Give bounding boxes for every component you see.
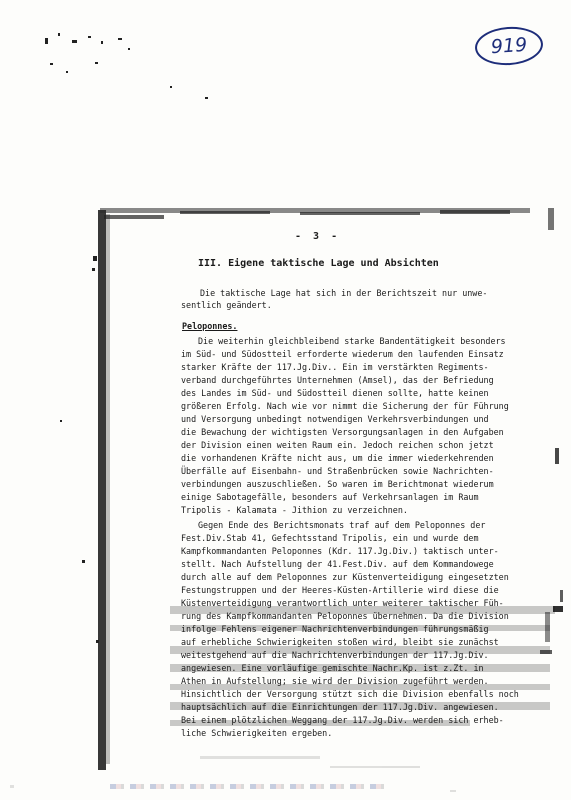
text-line: der Division einen weiten Raum ein. Jedoch reichen schon jetzt [181,440,494,450]
text-line: Gegen Ende des Berichtsmonats traf auf dem Peloponnes der [198,520,486,530]
text-line: Die weiterhin gleichbleibend starke Bandentätigkeit besonders [198,336,506,346]
text-line: hauptsächlich auf die Einrichtungen der 117.Jg.Div. angewiesen. [181,702,499,712]
subsection-title: Peloponnes. [182,321,238,331]
section-heading: III. Eigene taktische Lage und Absichten [198,258,439,269]
text-line: Küstenverteidigung verantwortlich unter weiterer taktischer Füh- [181,598,504,608]
text-line: starker Kräfte der 117.Jg.Div.. Ein im verstärkten Regiments- [181,362,489,372]
text-line: die Bewachung der wichtigsten Versorgungsanlagen in den Aufgaben [181,427,504,437]
text-line: Bei einem plötzlichen Weggang der 117.Jg.Div. werden sich erheb- [181,715,504,725]
text-line: infolge Fehlens eigener Nachrichtenverbindungen führungsmäßig [181,624,489,634]
text-line: Fest.Div.Stab 41, Gefechtsstand Tripolis, ein und wurde dem [181,533,479,543]
text-line: größeren Erfolg. Nach wie vor nimmt die Sicherung der für Führung [181,401,509,411]
text-line: Überfälle auf Eisenbahn- und Straßenbrücken sowie Nachrichten- [181,466,494,476]
text-line: und Versorgung unbedingt notwendigen Verkehrsverbindungen und [181,414,489,424]
text-line: verband durchgeführtes Unternehmen (Amsel), das der Befriedung [181,375,494,385]
text-line: die vorhandenen Kräfte nicht aus, um die immer wiederkehrenden [181,453,494,463]
text-line: Athen in Aufstellung; sie wird der Division zugeführt werden. [181,676,489,686]
scanner-color-strip [110,784,390,789]
text-line: einige Sabotagefälle, besonders auf Verkehrsanlagen im Raum [181,492,479,502]
text-line: liche Schwierigkeiten ergeben. [181,728,333,738]
text-line: durch alle auf dem Peloponnes zur Küstenverteidigung eingesetzten [181,572,509,582]
text-line: auf erhebliche Schwierigkeiten stoßen wird, bleibt sie zunächst [181,637,499,647]
text-line: Kampfkommandanten Peloponnes (Kdr. 117.Jg.Div.) taktisch unter- [181,546,499,556]
text-line: verbindungen auszuschließen. So waren im Berichtmonat wiederum [181,479,494,489]
text-line: Festungstruppen und der Heeres-Küsten-Artillerie wird diese die [181,585,499,595]
stamp-number: 919 [490,33,528,59]
text-line: Die taktische Lage hat sich in der Berichtszeit nur unwe- [200,288,488,298]
typewritten-page [100,208,555,768]
text-line: des Landes im Süd- und Südostteil dienen sollte, hatte keinen [181,388,489,398]
text-line: sentlich geändert. [181,300,272,310]
archive-stamp [474,25,544,68]
text-line: Hinsichtlich der Versorgung stützt sich die Division ebenfalls noch [181,689,519,699]
text-line: rung des Kampfkommandanten Peloponnes übernehmen. Da die Division [181,611,509,621]
text-line: stellt. Nach Aufstellung der 41.Fest.Div. auf dem Kommandowege [181,559,494,569]
text-line: angewiesen. Eine vorläufige gemischte Nachr.Kp. ist z.Zt. in [181,663,484,673]
text-line: weitestgehend auf die Nachrichtenverbindungen der 117.Jg.Div. [181,650,489,660]
text-line: im Süd- und Südostteil erforderte wiederum den laufenden Einsatz [181,349,504,359]
text-line: Tripolis - Kalamata - Jithion zu verzeichnen. [181,505,408,515]
page-number: - 3 - [295,231,341,242]
